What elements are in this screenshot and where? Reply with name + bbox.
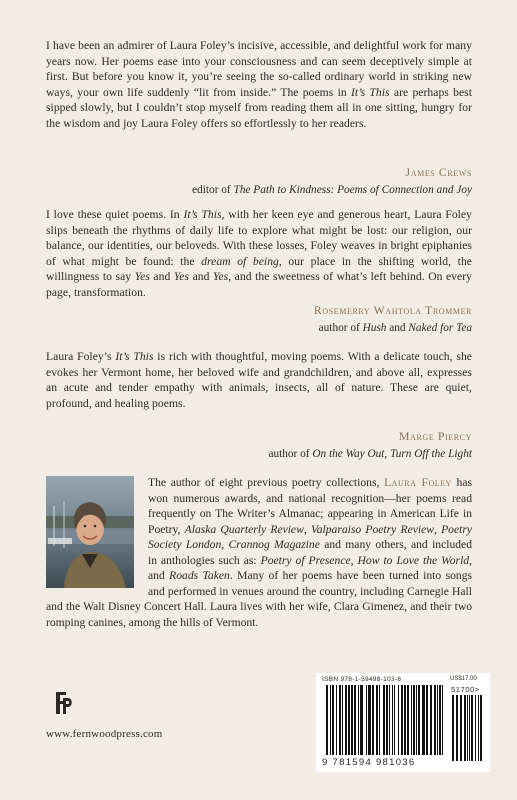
author-bio-text: The author of eight previous poetry collections, Laura Foley has won numerous awards, and national recognition—her poems read frequently on The Writer’s Almanac; appearing in American Life in Poetry, Alaska Quarterly Review, Valparaiso Poetry Review, Poetry Society London, Crannog Magazine and many others, and included in anthologies such as: Poetry of Presence, How to Love the World, and Roads Taken. Many of her poems have been turned into songs and performed in venues around the country, including Carnegie Hall and the Walt Disney Concert Hall. Laura lives with her wife, Clara Gimenez, and their two romping canines, among the hills of Vermont.: [46, 476, 473, 629]
publisher-url[interactable]: www.fernwoodpress.com: [46, 728, 163, 740]
quote-2-text: I love these quiet poems. In It’s This, with her keen eye and generous heart, Laura Foley slips beneath the rhythms of daily life to explore what might be lost: our religion, our balance, our identities, our beloveds. With these losses, Foley weaves in bright epiphanies of what might be found: the dream of being, our place in the shifting world, the willingness to say Yes and Yes and Yes, and the sweetness of what’s left behind. On every page, transformation.: [46, 208, 472, 299]
barcode-bar: [426, 685, 428, 755]
addon-bar: [460, 695, 462, 761]
barcode-bar: [434, 685, 436, 755]
publisher-logo: [53, 690, 75, 716]
barcode-bar: [442, 685, 443, 755]
barcode-bar: [348, 685, 350, 755]
barcode-bar: [386, 685, 388, 755]
barcode-bar: [354, 685, 356, 755]
quote-3-text: Laura Foley’s It’s This is rich with thoughtful, moving poems. With a delicate touch, she evokes her Vermont home, her beloved wife and grandchildren, and above all, expresses an acute and tender empathy with animals, insects, all of nature. These are quiet, profound, and healing poems.: [46, 350, 472, 410]
barcode-bar: [401, 685, 403, 755]
barcode-addon-digits: 51700>: [451, 685, 480, 694]
quote-1-text: I have been an admirer of Laura Foley’s incisive, accessible, and delightful work for many years now. Her poems ease into your consciousness and can seem deceptively simple at first. But before you know it, you’re seeing the so-called ordinary world in striking new ways, your own life suddenly “lit from inside.” The poems in It’s This are perhaps best sipped slowly, but I couldn’t stop myself from reading them all in one sitting, hungry for the wisdom and joy Laura Foley offers so effortlessly to her readers.: [46, 39, 473, 130]
price-code: US$17.00: [450, 676, 477, 682]
barcode-bar: [430, 685, 432, 755]
isbn-label: ISBN 978-1-59498-103-6: [322, 676, 402, 683]
quote-2-attribution: [314, 303, 472, 336]
barcode-bar: [342, 685, 343, 755]
barcode-bar: [383, 685, 385, 755]
quote-1-name: James Crews: [405, 165, 472, 179]
addon-bar: [452, 695, 454, 761]
addon-bar: [467, 695, 468, 761]
barcode-bar: [332, 685, 334, 755]
barcode-bar: [418, 685, 420, 755]
quote-1-title: editor of The Path to Kindness: Poems of Connection and Joy: [192, 184, 472, 196]
quote-1-attribution: [192, 165, 472, 198]
addon-bar: [456, 695, 458, 761]
barcode-bar: [407, 685, 409, 755]
barcode-bar: [389, 685, 390, 755]
barcode-bar: [339, 685, 341, 755]
barcode-bar: [351, 685, 353, 755]
addon-bar: [480, 695, 482, 761]
quote-2-title: author of Hush and Naked for Tea: [318, 322, 472, 334]
addon-bar: [471, 695, 473, 761]
barcode-bar: [376, 685, 378, 755]
barcode-bar: [366, 685, 367, 755]
author-bio: [46, 475, 472, 630]
barcode-bar: [360, 685, 363, 755]
barcode-bar: [422, 685, 425, 755]
addon-bar: [464, 695, 466, 761]
barcode-bar: [413, 685, 415, 755]
barcode-bar: [336, 685, 337, 755]
barcode-bar: [437, 685, 438, 755]
author-name: Laura Foley: [384, 476, 452, 489]
barcode-bar: [330, 685, 331, 755]
barcode-bar: [394, 685, 395, 755]
barcode-bar: [372, 685, 374, 755]
addon-bar: [469, 695, 470, 761]
barcode-bar: [392, 685, 393, 755]
addon-bar: [478, 695, 479, 761]
barcode-bar: [345, 685, 347, 755]
barcode-bar: [398, 685, 399, 755]
addon-bar: [475, 695, 476, 761]
barcode-bar: [416, 685, 417, 755]
barcode-bar: [358, 685, 359, 755]
barcode-bar: [368, 685, 371, 755]
quote-3-title: author of On the Way Out, Turn Off the Light: [268, 448, 472, 460]
barcode-digits: 9 781594 981036: [322, 757, 416, 768]
barcode-bar: [404, 685, 406, 755]
quote-2-name: Rosemerry Wahtola Trommer: [313, 303, 472, 317]
barcode-bar: [411, 685, 412, 755]
quote-3-attribution: [268, 429, 472, 462]
quote-3-name: Marge Piercy: [399, 429, 472, 443]
barcode-bar: [326, 685, 328, 755]
barcode-bar: [379, 685, 380, 755]
barcode-bar: [439, 685, 441, 755]
